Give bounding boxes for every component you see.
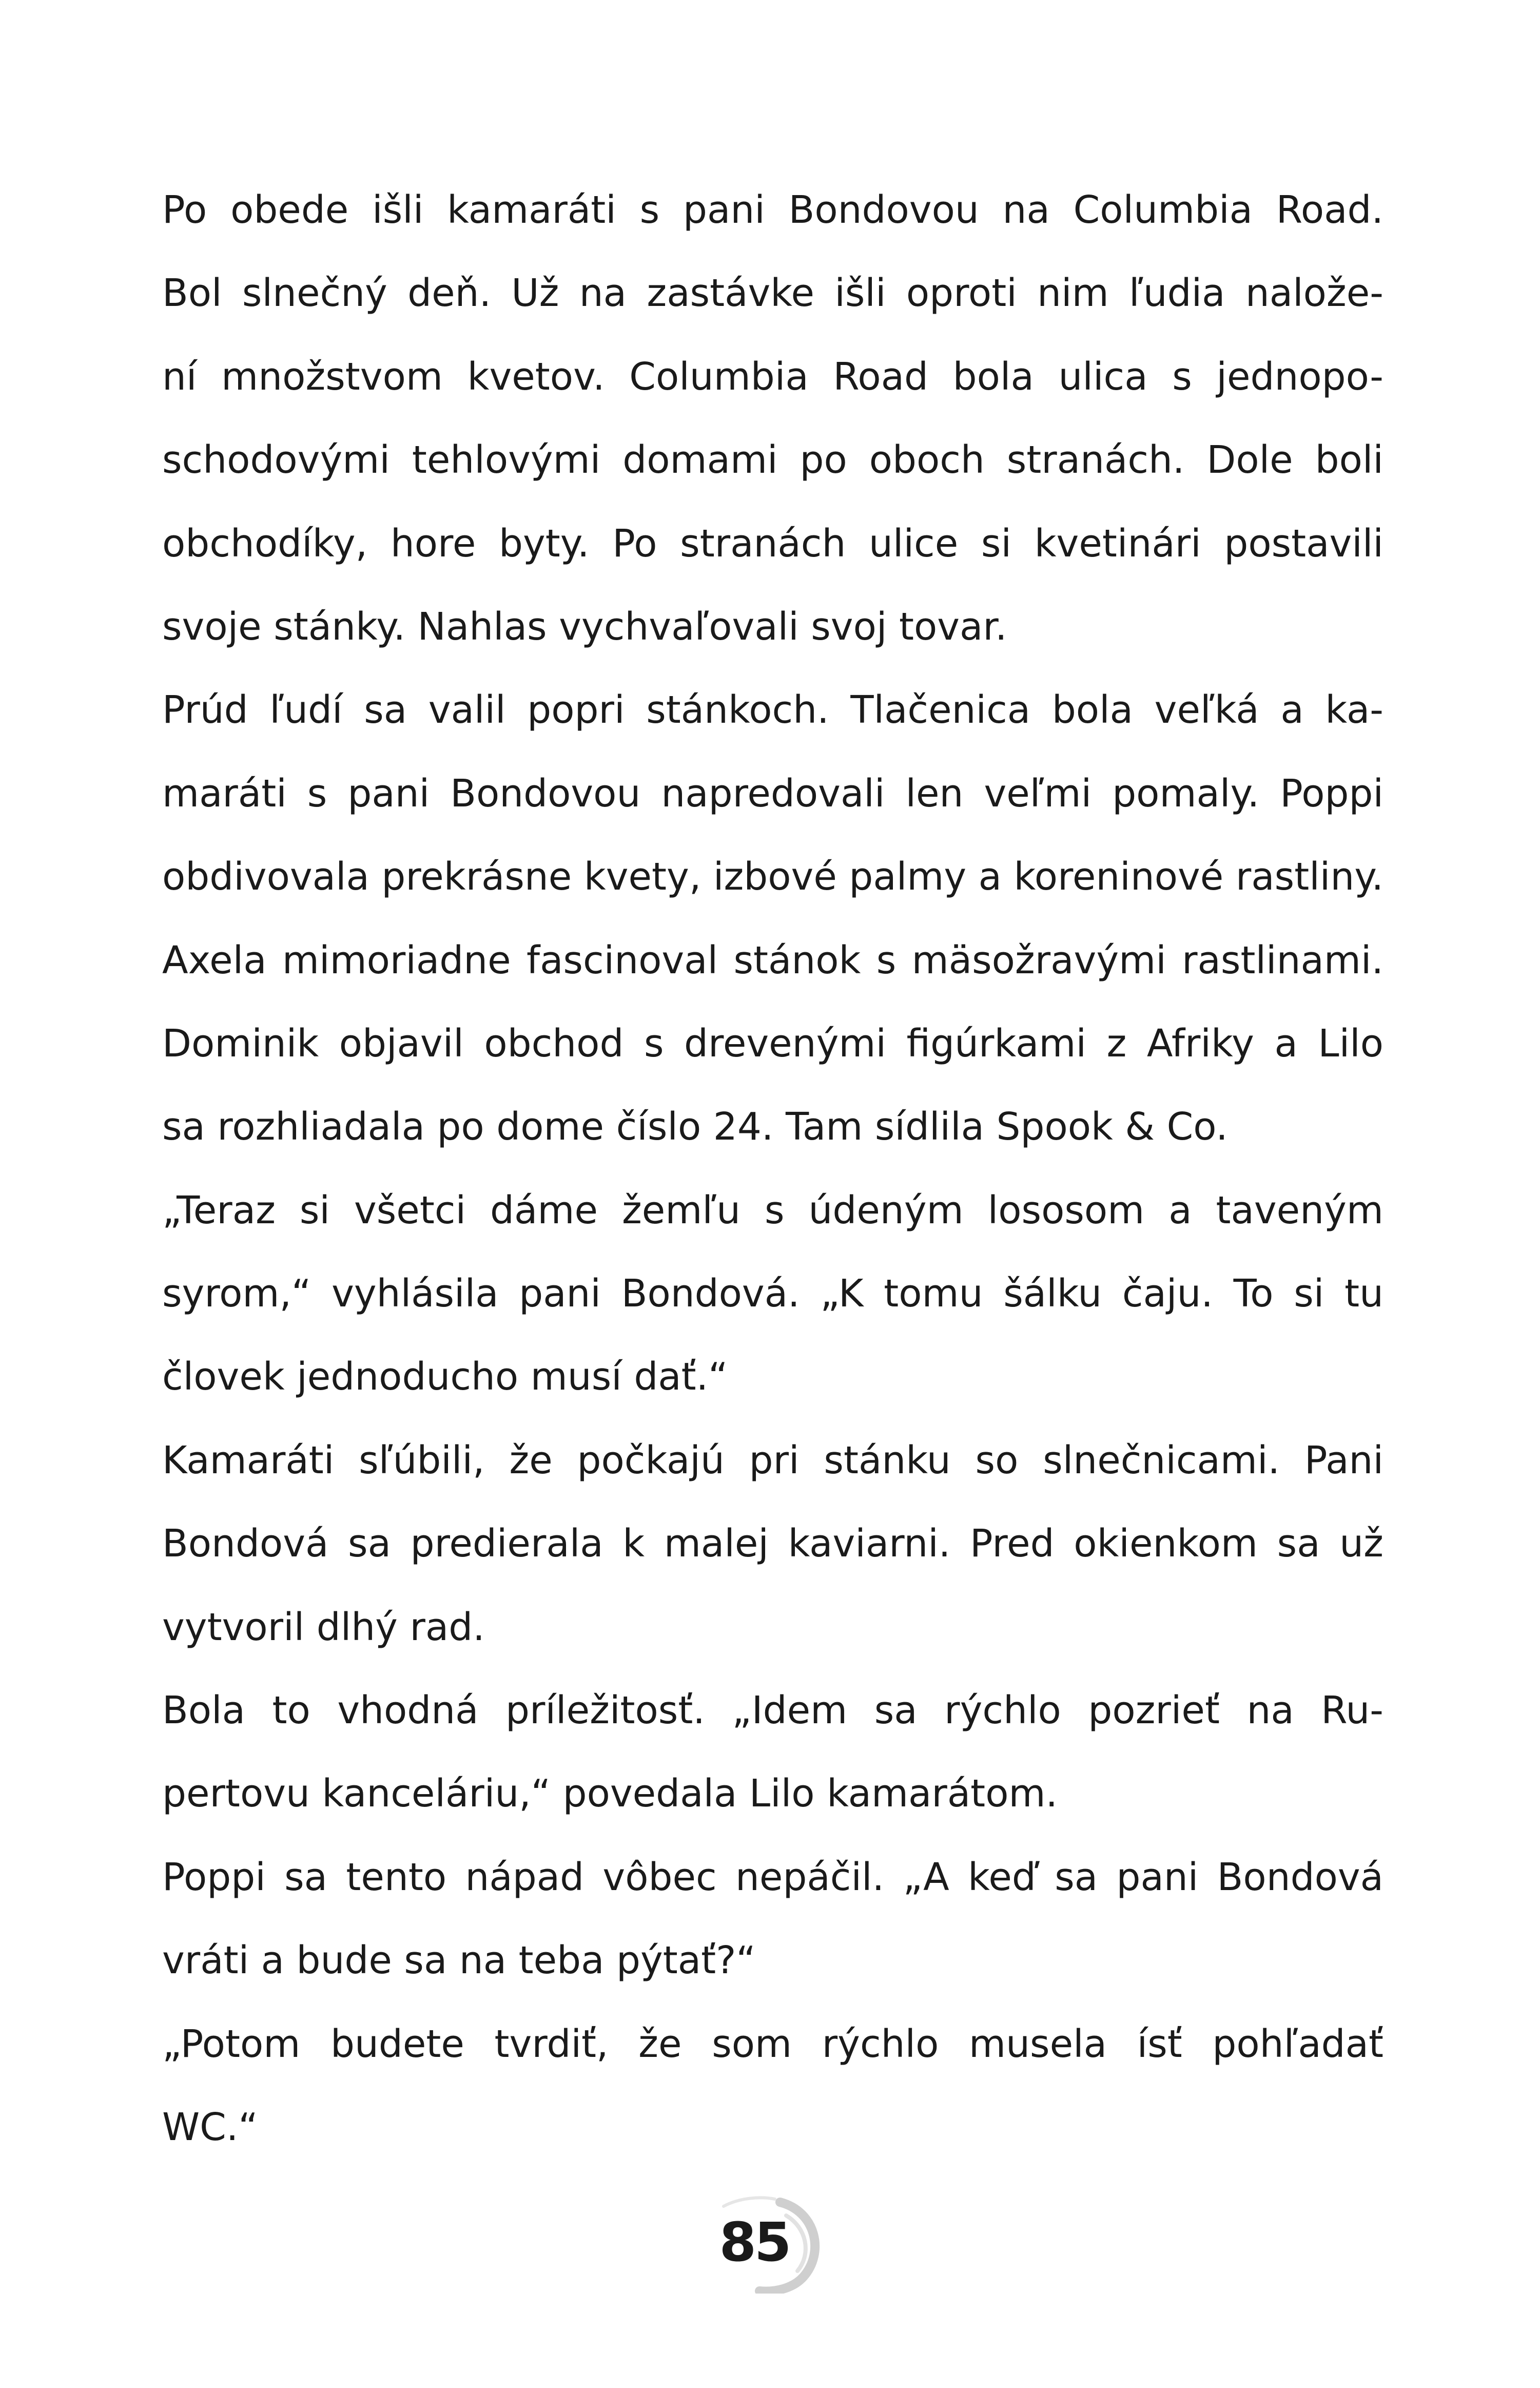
text-line: Bol slnečný deň. Už na zastávke išli oproti nim ľudia nalože- bbox=[162, 271, 1383, 316]
text-line: ní množstvom kvetov. Columbia Road bola ulica s jednopo- bbox=[162, 354, 1383, 399]
page-number: 85 bbox=[719, 2211, 790, 2274]
page-number-badge bbox=[693, 2191, 826, 2294]
text-line: obchodíky, hore byty. Po stranách ulice si kvetinári postavili bbox=[162, 521, 1383, 566]
text-line: svoje stánky. Nahlas vychvaľovali svoj tovar. bbox=[162, 604, 1007, 649]
text-line: syrom,“ vyhlásila pani Bondová. „K tomu šálku čaju. To si tu bbox=[162, 1272, 1383, 1316]
text-line: schodovými tehlovými domami po oboch stranách. Dole boli bbox=[162, 438, 1383, 483]
text-line: Po obede išli kamaráti s pani Bondovou na Columbia Road. bbox=[162, 188, 1383, 232]
text-line: vráti a bude sa na teba pýtať?“ bbox=[162, 1938, 756, 1983]
text-line: Dominik objavil obchod s drevenými figúrkami z Afriky a Lilo bbox=[162, 1021, 1383, 1066]
text-line: Bondová sa predierala k malej kaviarni. Pred okienkom sa už bbox=[162, 1522, 1383, 1566]
text-line: Axela mimoriadne fascinoval stánok s mäsožravými rastlinami. bbox=[162, 938, 1383, 983]
text-line: sa rozhliadala po dome číslo 24. Tam sídlila Spook & Co. bbox=[162, 1105, 1228, 1149]
text-line: vytvoril dlhý rad. bbox=[162, 1605, 485, 1649]
text-line: Bola to vhodná príležitosť. „Idem sa rýchlo pozrieť na Ru- bbox=[162, 1688, 1383, 1733]
text-line: Poppi sa tento nápad vôbec nepáčil. „A keď sa pani Bondová bbox=[162, 1855, 1383, 1899]
text-line: WC.“ bbox=[162, 2105, 258, 2149]
text-line: Prúd ľudí sa valil popri stánkoch. Tlačenica bola veľká a ka- bbox=[162, 688, 1383, 733]
text-line: človek jednoducho musí dať.“ bbox=[162, 1355, 728, 1399]
text-line: obdivovala prekrásne kvety, izbové palmy a koreninové rastliny. bbox=[162, 855, 1383, 899]
text-line: pertovu kanceláriu,“ povedala Lilo kamarátom. bbox=[162, 1771, 1058, 1816]
text-line: Kamaráti sľúbili, že počkajú pri stánku so slnečnicami. Pani bbox=[162, 1438, 1383, 1482]
text-line: maráti s pani Bondovou napredovali len veľmi pomaly. Poppi bbox=[162, 771, 1383, 816]
body-text bbox=[162, 168, 1383, 2169]
text-line: „Teraz si všetci dáme žemľu s údeným lososom a taveným bbox=[162, 1188, 1383, 1232]
text-line: „Potom budete tvrdiť, že som rýchlo musela ísť pohľadať bbox=[162, 2021, 1383, 2066]
